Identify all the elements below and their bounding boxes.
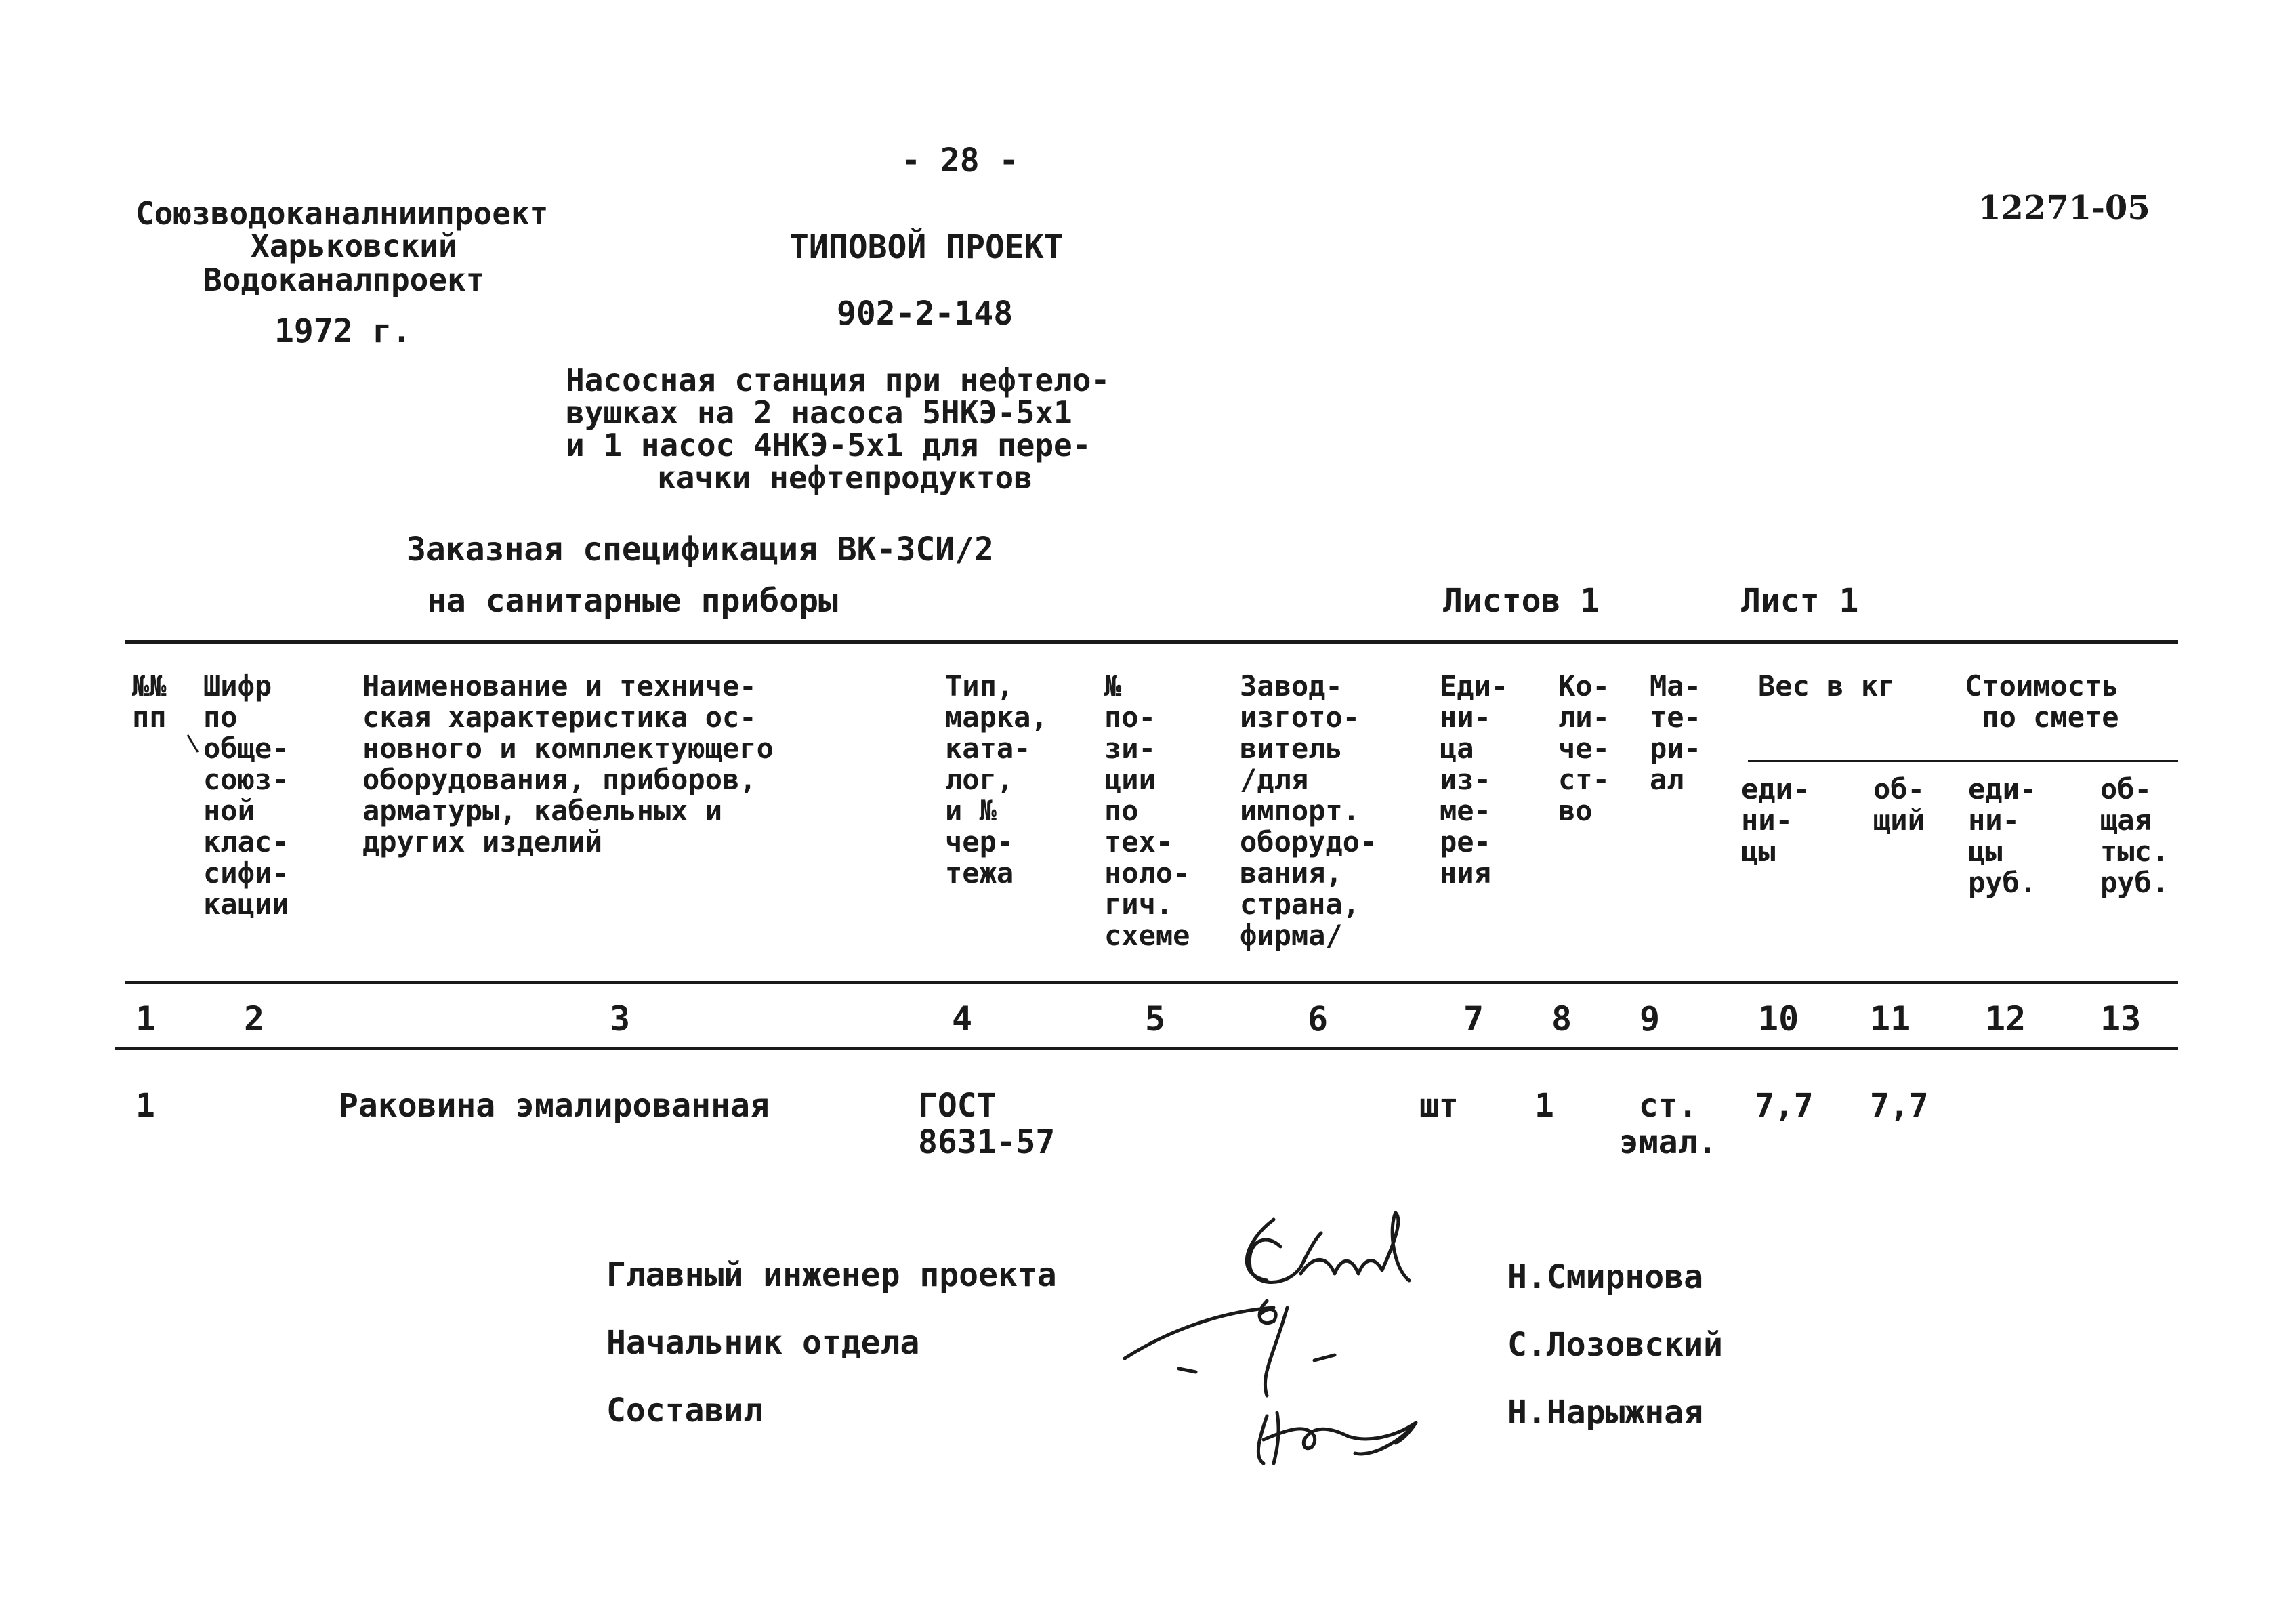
row-material: ст. эмал. bbox=[1619, 1087, 1717, 1161]
project-title-line3: и 1 насос 4НКЭ-5х1 для пере- bbox=[566, 427, 1091, 463]
col-number-13: 13 bbox=[2100, 999, 2142, 1039]
document-code: 12271-05 bbox=[1978, 189, 2150, 227]
header-weight-unit: еди- ни- цы bbox=[1741, 772, 1810, 868]
col-number-8: 8 bbox=[1551, 999, 1572, 1039]
header-bottom-rule bbox=[125, 981, 2178, 984]
signature-name-3: Н.Нарыжная bbox=[1507, 1394, 1703, 1432]
header-unit: Еди- ни- ца из- ме- ре- ния bbox=[1440, 669, 1509, 890]
sheets-total: Листов 1 bbox=[1443, 582, 1600, 620]
header-weight-group: Вес в кг bbox=[1758, 669, 1896, 703]
col-number-5: 5 bbox=[1145, 999, 1166, 1039]
header-classification-code: Шифр по обще- союз- ной клас- сифи- кации bbox=[203, 669, 289, 921]
header-cost-total: об- щая тыс. руб. bbox=[2100, 772, 2169, 899]
project-title-line1: Насосная станция при нефтело- bbox=[566, 362, 1110, 398]
col-number-12: 12 bbox=[1985, 999, 2026, 1039]
header-manufacturer: Завод- изгото- витель /для импорт. оборудо- вания, страна, фирма/ bbox=[1240, 669, 1377, 952]
project-title-line2: вушках на 2 насоса 5НКЭ-5х1 bbox=[566, 394, 1072, 431]
header-material: Ма- те- ри- ал bbox=[1650, 669, 1701, 796]
header-quantity: Ко- ли- че- ст- во bbox=[1558, 669, 1610, 827]
project-type: ТИПОВОЙ ПРОЕКТ bbox=[789, 228, 1064, 266]
row-weight-total: 7,7 bbox=[1870, 1087, 1929, 1125]
org-name-line2: Харьковский bbox=[251, 228, 457, 264]
header-weight-total: об- щий bbox=[1873, 772, 1925, 837]
tick-mark-icon bbox=[184, 732, 205, 759]
signature-role-2: Начальник отдела bbox=[606, 1324, 920, 1362]
org-year: 1972 г. bbox=[274, 312, 412, 350]
project-number: 902-2-148 bbox=[837, 295, 1014, 333]
signature-role-1: Главный инженер проекта bbox=[606, 1256, 1057, 1294]
row-weight-unit: 7,7 bbox=[1755, 1087, 1814, 1125]
row-num: 1 bbox=[135, 1087, 155, 1125]
project-title-line4: качки нефтепродуктов bbox=[657, 459, 1032, 496]
page-number: - 28 - bbox=[901, 142, 1019, 180]
col-number-1: 1 bbox=[135, 999, 156, 1039]
row-quantity: 1 bbox=[1535, 1087, 1554, 1125]
header-num: №№ пп bbox=[132, 669, 167, 734]
header-cost-group: Стоимость по смете bbox=[1965, 669, 2119, 734]
col-number-10: 10 bbox=[1758, 999, 1799, 1039]
row-type: ГОСТ 8631-57 bbox=[918, 1087, 1056, 1161]
header-position: № по- зи- ции по тех- ноло- гич. схеме bbox=[1104, 669, 1190, 952]
sheet-number: Лист 1 bbox=[1741, 582, 1859, 620]
header-cost-unit: еди- ни- цы руб. bbox=[1968, 772, 2037, 899]
col-numbers-rule bbox=[115, 1047, 2178, 1050]
org-name-line1: Союзводоканалниипроект bbox=[135, 195, 549, 232]
row-unit: шт bbox=[1419, 1087, 1459, 1125]
col-number-7: 7 bbox=[1463, 999, 1484, 1039]
row-name: Раковина эмалированная bbox=[339, 1087, 770, 1125]
handwritten-signatures-icon bbox=[1111, 1192, 1518, 1477]
col-number-6: 6 bbox=[1308, 999, 1329, 1039]
spec-subtitle: на санитарные приборы bbox=[427, 582, 838, 620]
col-number-11: 11 bbox=[1870, 999, 1911, 1039]
col-number-9: 9 bbox=[1640, 999, 1661, 1039]
col-number-4: 4 bbox=[952, 999, 973, 1039]
col-number-3: 3 bbox=[610, 999, 631, 1039]
col-number-2: 2 bbox=[244, 999, 265, 1039]
spec-title: Заказная спецификация ВК-3СИ/2 bbox=[406, 530, 994, 568]
header-name: Наименование и техниче- ская характеристика ос- новного и комплектующего оборудования, приборов, арматуры, кабельных и других изделий bbox=[362, 669, 774, 858]
group-header-rule bbox=[1748, 760, 2178, 762]
signature-name-1: Н.Смирнова bbox=[1507, 1258, 1703, 1296]
header-type: Тип, марка, ката- лог, и № чер- тежа bbox=[945, 669, 1048, 890]
signature-name-2: С.Лозовский bbox=[1507, 1326, 1723, 1364]
signature-role-3: Составил bbox=[606, 1392, 764, 1430]
table-top-rule bbox=[125, 640, 2178, 644]
org-name-line3: Водоканалпроект bbox=[203, 262, 485, 298]
